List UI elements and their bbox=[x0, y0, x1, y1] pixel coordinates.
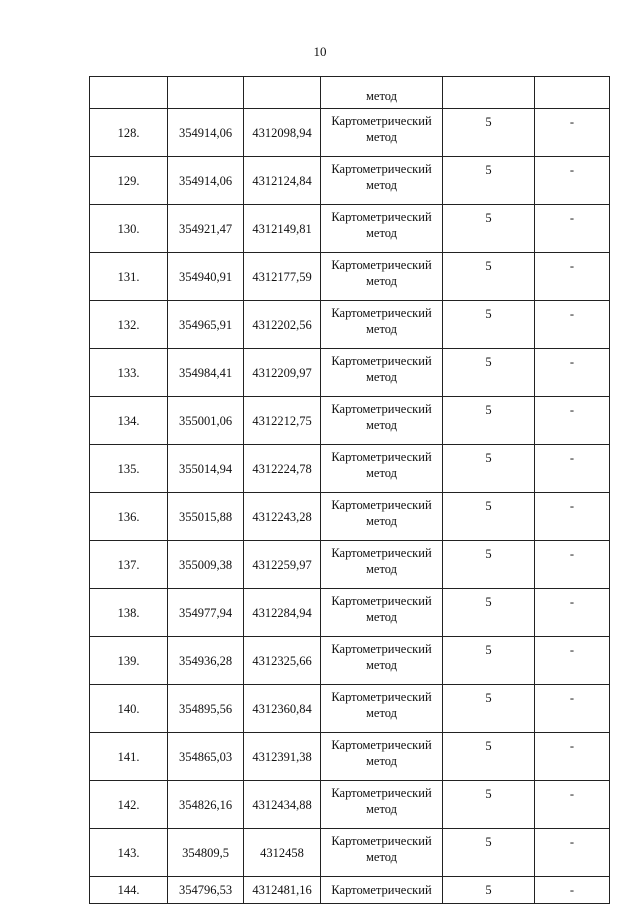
method-line-1: Картометрический bbox=[331, 546, 432, 560]
cell-num: 143. bbox=[90, 829, 168, 877]
cell-accuracy: 5 bbox=[443, 397, 535, 445]
cell-accuracy: 5 bbox=[443, 541, 535, 589]
cell-note: - bbox=[535, 157, 610, 205]
cell-y: 4312259,97 bbox=[244, 541, 321, 589]
table-row bbox=[90, 397, 610, 445]
cell-num: 133. bbox=[90, 349, 168, 397]
cell-x: 354984,41 bbox=[168, 349, 244, 397]
cell-y: 4312458 bbox=[244, 829, 321, 877]
cell-method bbox=[321, 157, 443, 205]
cell-num: 136. bbox=[90, 493, 168, 541]
cell-num: 138. bbox=[90, 589, 168, 637]
method-line-2: метод bbox=[365, 610, 397, 624]
cell-y: 4312434,88 bbox=[244, 781, 321, 829]
coordinates-table bbox=[89, 76, 610, 904]
cell-method bbox=[321, 733, 443, 781]
coordinates-table-body bbox=[90, 77, 610, 904]
cell-num: 130. bbox=[90, 205, 168, 253]
cell-y: 4312212,75 bbox=[244, 397, 321, 445]
cell-x: 355009,38 bbox=[168, 541, 244, 589]
cell-y: 4312224,78 bbox=[244, 445, 321, 493]
cell-accuracy: 5 bbox=[443, 877, 535, 904]
cell-note: - bbox=[535, 445, 610, 493]
cell-x: 354895,56 bbox=[168, 685, 244, 733]
table-row-continued bbox=[90, 77, 610, 109]
table-row bbox=[90, 205, 610, 253]
cell-note bbox=[535, 77, 610, 109]
cell-method bbox=[321, 301, 443, 349]
cell-note: - bbox=[535, 493, 610, 541]
cell-method bbox=[321, 397, 443, 445]
cell-x: 355015,88 bbox=[168, 493, 244, 541]
cell-num: 144. bbox=[90, 877, 168, 904]
cell-x: 355014,94 bbox=[168, 445, 244, 493]
cell-num: 142. bbox=[90, 781, 168, 829]
cell-note: - bbox=[535, 205, 610, 253]
method-line-1: Картометрический bbox=[331, 306, 432, 320]
cell-y: 4312325,66 bbox=[244, 637, 321, 685]
cell-method bbox=[321, 589, 443, 637]
cell-method bbox=[321, 253, 443, 301]
cell-y: 4312284,94 bbox=[244, 589, 321, 637]
cell-accuracy: 5 bbox=[443, 301, 535, 349]
cell-num: 141. bbox=[90, 733, 168, 781]
cell-y bbox=[244, 77, 321, 109]
cell-x: 354965,91 bbox=[168, 301, 244, 349]
method-line-2: метод bbox=[365, 562, 397, 576]
cell-method bbox=[321, 685, 443, 733]
cell-accuracy bbox=[443, 77, 535, 109]
table-row-last bbox=[90, 877, 610, 904]
cell-note: - bbox=[535, 733, 610, 781]
table-row bbox=[90, 445, 610, 493]
method-line-2: метод bbox=[365, 226, 397, 240]
cell-accuracy: 5 bbox=[443, 829, 535, 877]
table-row bbox=[90, 781, 610, 829]
cell-accuracy: 5 bbox=[443, 733, 535, 781]
cell-note: - bbox=[535, 301, 610, 349]
cell-y: 4312098,94 bbox=[244, 109, 321, 157]
cell-x: 354977,94 bbox=[168, 589, 244, 637]
method-line-1: Картометрический bbox=[331, 834, 432, 848]
cell-num: 132. bbox=[90, 301, 168, 349]
cell-note: - bbox=[535, 541, 610, 589]
cell-y: 4312360,84 bbox=[244, 685, 321, 733]
cell-accuracy: 5 bbox=[443, 589, 535, 637]
cell-note: - bbox=[535, 253, 610, 301]
cell-note: - bbox=[535, 397, 610, 445]
cell-y: 4312202,56 bbox=[244, 301, 321, 349]
method-line-1: Картометрический bbox=[331, 690, 432, 704]
method-line-2: метод bbox=[365, 274, 397, 288]
cell-num: 140. bbox=[90, 685, 168, 733]
table-row bbox=[90, 829, 610, 877]
cell-accuracy: 5 bbox=[443, 493, 535, 541]
table-row bbox=[90, 253, 610, 301]
table-row bbox=[90, 493, 610, 541]
method-line-1: Картометрический bbox=[331, 354, 432, 368]
method-line-1: Картометрический bbox=[331, 786, 432, 800]
cell-accuracy: 5 bbox=[443, 109, 535, 157]
cell-method bbox=[321, 205, 443, 253]
cell-note: - bbox=[535, 637, 610, 685]
cell-x: 354826,16 bbox=[168, 781, 244, 829]
method-line-1: Картометрический bbox=[331, 738, 432, 752]
cell-method bbox=[321, 109, 443, 157]
cell-x bbox=[168, 77, 244, 109]
cell-y: 4312124,84 bbox=[244, 157, 321, 205]
table-row bbox=[90, 589, 610, 637]
cell-num bbox=[90, 77, 168, 109]
cell-num: 137. bbox=[90, 541, 168, 589]
cell-y: 4312149,81 bbox=[244, 205, 321, 253]
cell-method bbox=[321, 349, 443, 397]
method-line-2: метод bbox=[365, 370, 397, 384]
cell-accuracy: 5 bbox=[443, 205, 535, 253]
cell-note: - bbox=[535, 685, 610, 733]
cell-num: 129. bbox=[90, 157, 168, 205]
page-number: 10 bbox=[313, 44, 327, 59]
cell-accuracy: 5 bbox=[443, 445, 535, 493]
cell-note: - bbox=[535, 829, 610, 877]
method-line-1: Картометрический bbox=[331, 594, 432, 608]
table-row bbox=[90, 349, 610, 397]
cell-accuracy: 5 bbox=[443, 253, 535, 301]
cell-method bbox=[321, 637, 443, 685]
cell-note: - bbox=[535, 589, 610, 637]
method-line-1: Картометрический bbox=[331, 642, 432, 656]
cell-method bbox=[321, 493, 443, 541]
cell-accuracy: 5 bbox=[443, 349, 535, 397]
cell-num: 128. bbox=[90, 109, 168, 157]
cell-accuracy: 5 bbox=[443, 781, 535, 829]
cell-method: Картометрический bbox=[321, 877, 443, 904]
cell-accuracy: 5 bbox=[443, 637, 535, 685]
method-line-1: Картометрический bbox=[331, 210, 432, 224]
method-line-1: Картометрический bbox=[331, 450, 432, 464]
cell-note: - bbox=[535, 109, 610, 157]
cell-x: 354809,5 bbox=[168, 829, 244, 877]
method-line-1: Картометрический bbox=[331, 258, 432, 272]
cell-x: 354914,06 bbox=[168, 157, 244, 205]
method-line-2: метод bbox=[365, 850, 397, 864]
method-line-1: Картометрический bbox=[331, 402, 432, 416]
cell-method bbox=[321, 445, 443, 493]
method-line-2: метод bbox=[365, 706, 397, 720]
cell-x: 354914,06 bbox=[168, 109, 244, 157]
table-row bbox=[90, 733, 610, 781]
cell-x: 354940,91 bbox=[168, 253, 244, 301]
method-line-1: Картометрический bbox=[331, 162, 432, 176]
method-line-2: метод bbox=[365, 754, 397, 768]
cell-num: 135. bbox=[90, 445, 168, 493]
cell-y: 4312243,28 bbox=[244, 493, 321, 541]
method-line-2: метод bbox=[365, 802, 397, 816]
cell-x: 354865,03 bbox=[168, 733, 244, 781]
cell-y: 4312209,97 bbox=[244, 349, 321, 397]
cell-note: - bbox=[535, 877, 610, 904]
cell-note: - bbox=[535, 781, 610, 829]
cell-note: - bbox=[535, 349, 610, 397]
cell-x: 354921,47 bbox=[168, 205, 244, 253]
cell-method bbox=[321, 829, 443, 877]
method-line-2: метод bbox=[365, 418, 397, 432]
cell-accuracy: 5 bbox=[443, 157, 535, 205]
cell-y: 4312177,59 bbox=[244, 253, 321, 301]
table-row bbox=[90, 301, 610, 349]
cell-x: 355001,06 bbox=[168, 397, 244, 445]
cell-accuracy: 5 bbox=[443, 685, 535, 733]
cell-method: метод bbox=[321, 77, 443, 109]
method-line-2: метод bbox=[365, 130, 397, 144]
cell-num: 134. bbox=[90, 397, 168, 445]
cell-y: 4312481,16 bbox=[244, 877, 321, 904]
table-row bbox=[90, 637, 610, 685]
cell-num: 131. bbox=[90, 253, 168, 301]
table-row bbox=[90, 541, 610, 589]
cell-x: 354796,53 bbox=[168, 877, 244, 904]
method-line-1: Картометрический bbox=[331, 114, 432, 128]
cell-x: 354936,28 bbox=[168, 637, 244, 685]
cell-num: 139. bbox=[90, 637, 168, 685]
method-line-1: Картометрический bbox=[331, 498, 432, 512]
method-line-2: метод bbox=[365, 322, 397, 336]
cell-method bbox=[321, 541, 443, 589]
method-line-2: метод bbox=[365, 658, 397, 672]
method-line-2: метод bbox=[365, 178, 397, 192]
table-row bbox=[90, 109, 610, 157]
cell-y: 4312391,38 bbox=[244, 733, 321, 781]
cell-method bbox=[321, 781, 443, 829]
method-line-2: метод bbox=[365, 466, 397, 480]
table-row bbox=[90, 157, 610, 205]
table-row bbox=[90, 685, 610, 733]
method-line-2: метод bbox=[365, 514, 397, 528]
